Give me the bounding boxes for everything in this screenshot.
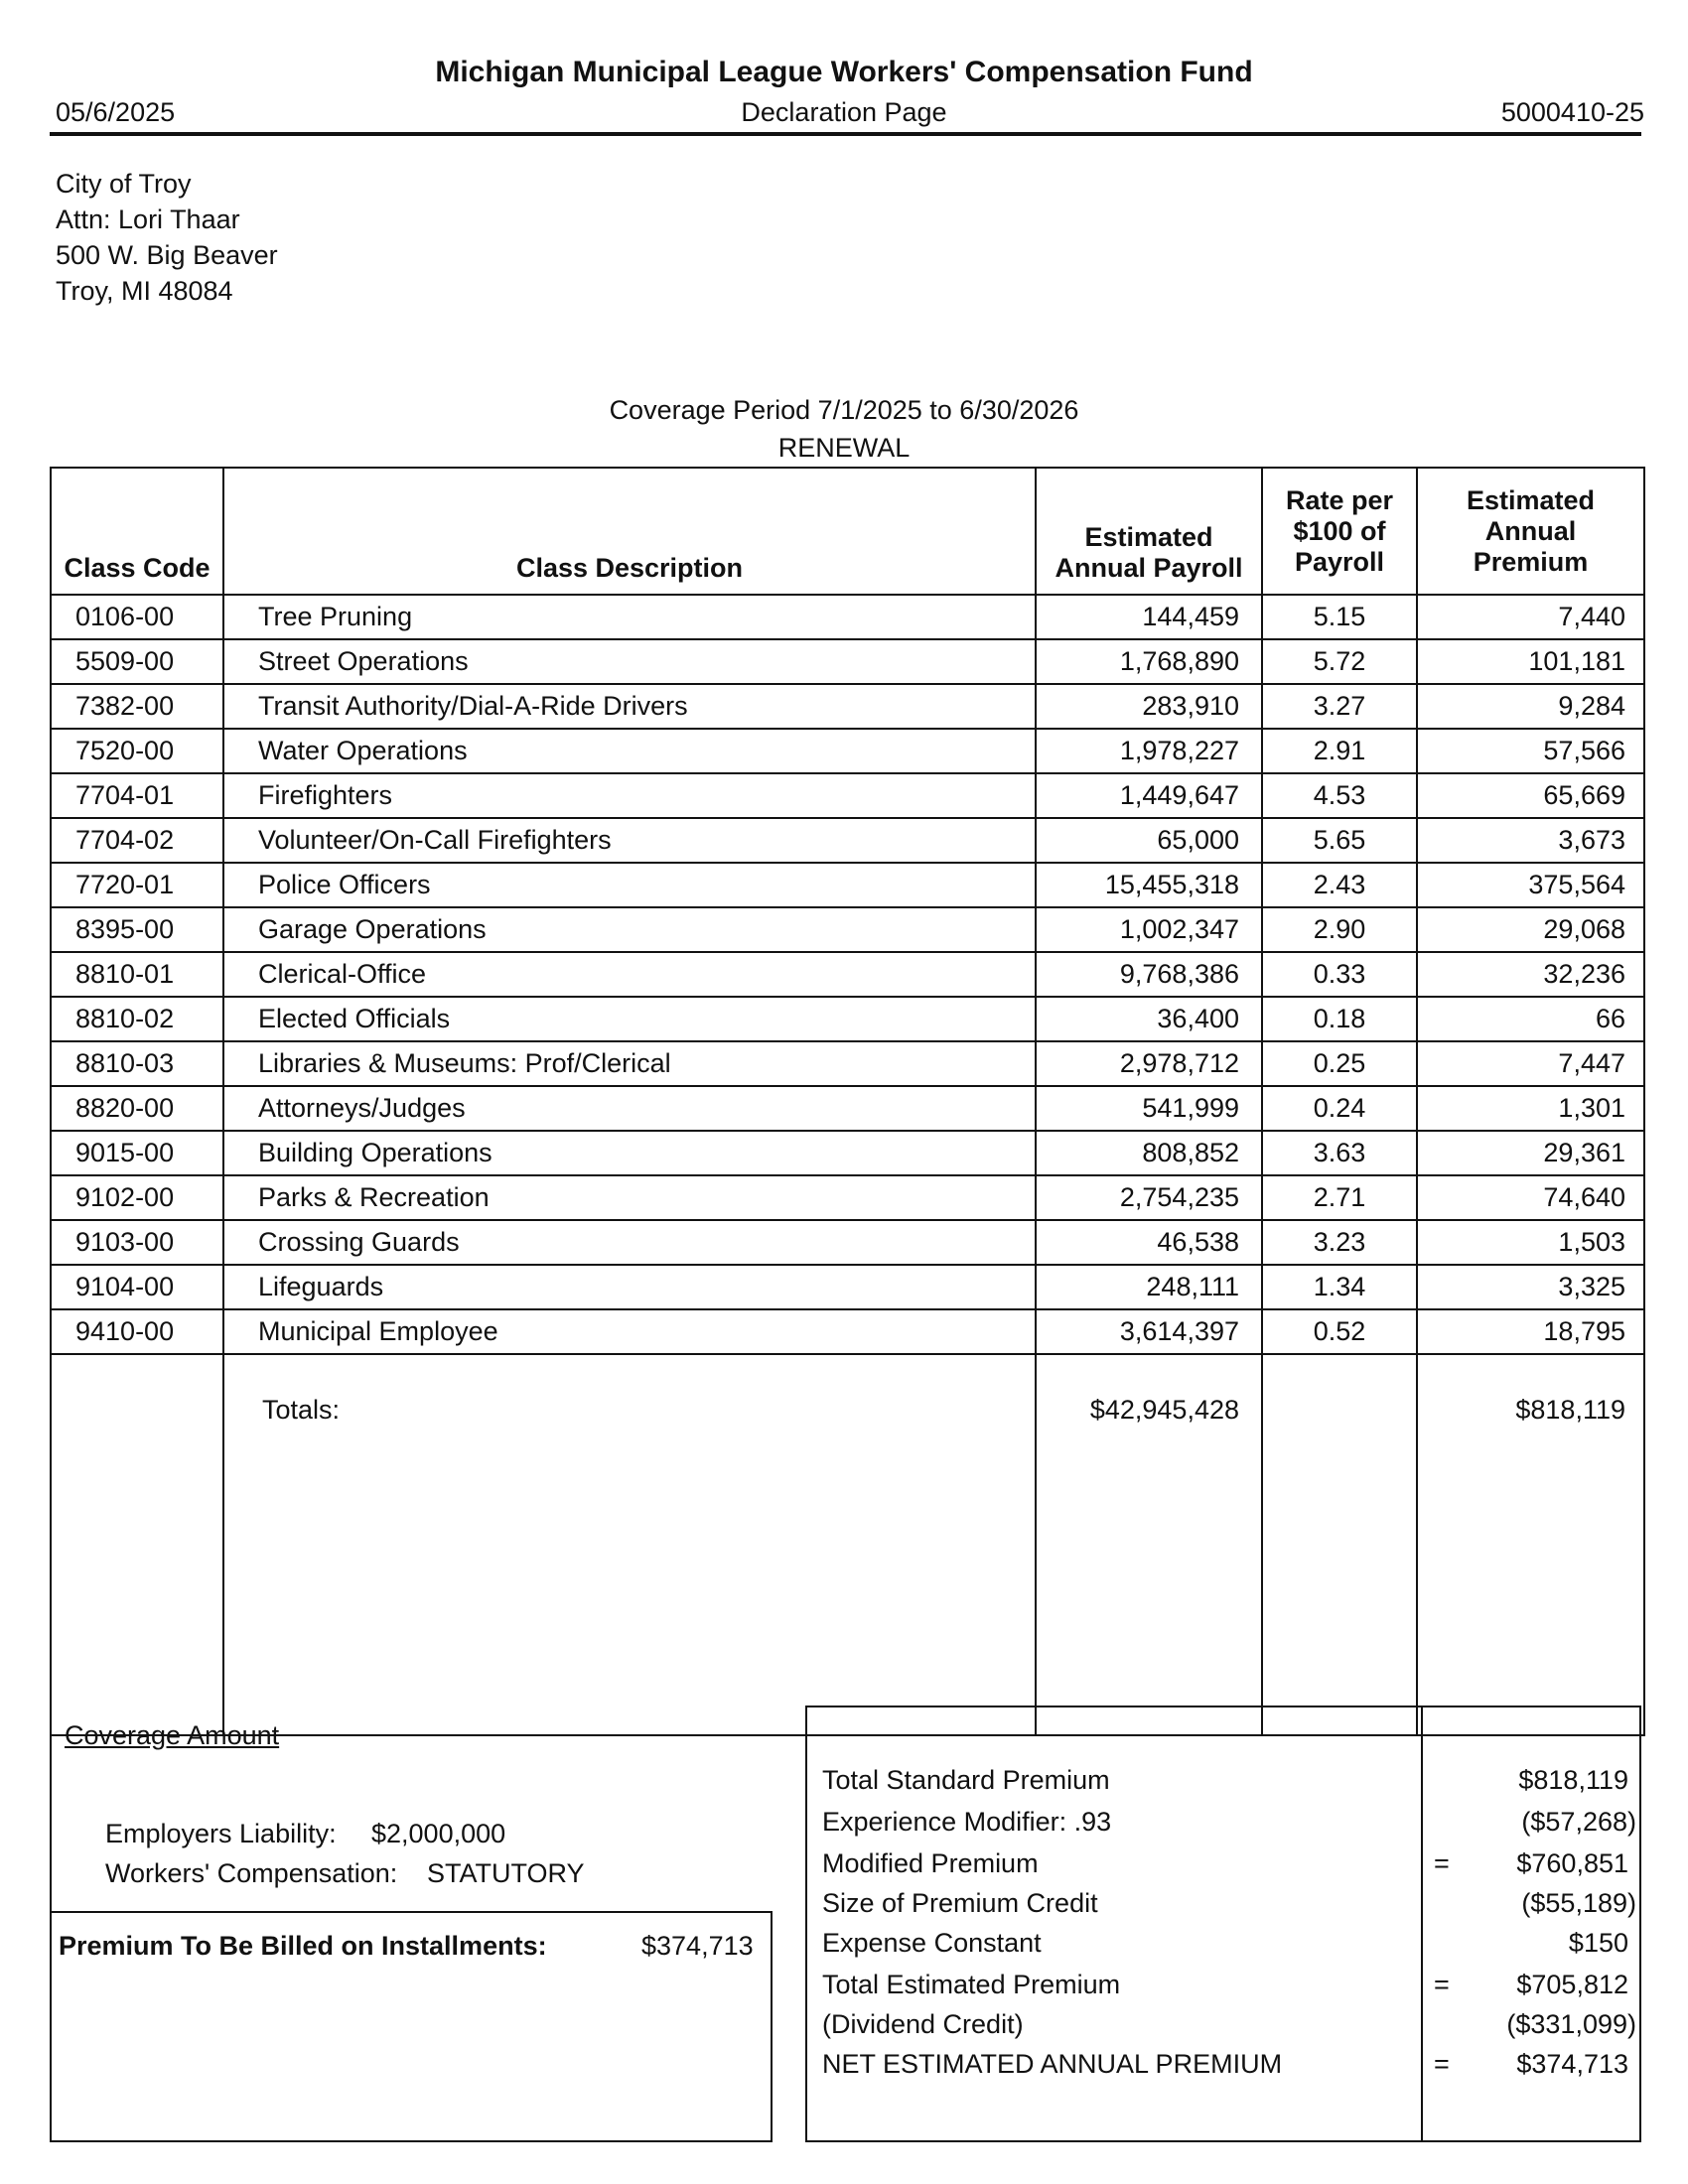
premium-line-label: (Dividend Credit) [822, 2009, 1024, 2039]
rate-per-100-cell: 5.72 [1262, 639, 1417, 684]
class-description-cell: Police Officers [223, 863, 1036, 907]
annual-premium-cell: 29,068 [1417, 907, 1644, 952]
premium-line-equals: = [1434, 1848, 1450, 1878]
class-description-cell: Tree Pruning [223, 595, 1036, 639]
rate-per-100-cell: 0.52 [1262, 1309, 1417, 1354]
annual-premium-cell: 9,284 [1417, 684, 1644, 729]
annual-payroll-cell: 46,538 [1036, 1220, 1262, 1265]
premium-line-value: $818,119 [1518, 1765, 1628, 1795]
premium-line-equals: = [1434, 1970, 1450, 1999]
table-row [51, 773, 1644, 818]
class-description-cell: Street Operations [223, 639, 1036, 684]
annual-premium-cell: 7,447 [1417, 1041, 1644, 1086]
annual-payroll-cell: 3,614,397 [1036, 1309, 1262, 1354]
class-code-cell: 8810-03 [51, 1041, 223, 1086]
header-rate: Rate per $100 of Payroll [1262, 468, 1417, 595]
premium-line-value: $705,812 [1516, 1970, 1628, 1999]
rate-per-100-cell: 1.34 [1262, 1265, 1417, 1309]
class-code-cell: 8810-01 [51, 952, 223, 997]
totals-row [51, 1354, 1644, 1735]
annual-premium-cell: 18,795 [1417, 1309, 1644, 1354]
rate-per-100-cell: 0.25 [1262, 1041, 1417, 1086]
class-code-cell: 9410-00 [51, 1309, 223, 1354]
annual-premium-cell: 3,325 [1417, 1265, 1644, 1309]
rate-per-100-cell: 2.90 [1262, 907, 1417, 952]
class-description-cell: Crossing Guards [223, 1220, 1036, 1265]
address-line-3: 500 W. Big Beaver [56, 240, 278, 270]
premium-line-value: $760,851 [1516, 1848, 1628, 1878]
class-description-cell: Municipal Employee [223, 1309, 1036, 1354]
annual-payroll-cell: 15,455,318 [1036, 863, 1262, 907]
annual-payroll-cell: 36,400 [1036, 997, 1262, 1041]
class-description-cell: Volunteer/On-Call Firefighters [223, 818, 1036, 863]
rate-per-100-cell: 5.15 [1262, 595, 1417, 639]
class-code-cell: 9103-00 [51, 1220, 223, 1265]
class-code-cell: 9104-00 [51, 1265, 223, 1309]
header-divider [50, 132, 1641, 136]
annual-payroll-cell: 283,910 [1036, 684, 1262, 729]
table-row [51, 1309, 1644, 1354]
premium-line-label: Total Standard Premium [822, 1765, 1110, 1795]
annual-payroll-cell: 9,768,386 [1036, 952, 1262, 997]
table-row [51, 907, 1644, 952]
totals-code-cell [51, 1354, 223, 1735]
totals-label: Totals: [223, 1354, 1036, 1735]
annual-premium-cell: 1,301 [1417, 1086, 1644, 1131]
header-class-code: Class Code [51, 468, 223, 595]
coverage-amount-heading: Coverage Amount [65, 1720, 280, 1750]
table-row [51, 1086, 1644, 1131]
class-code-cell: 7720-01 [51, 863, 223, 907]
class-description-cell: Parks & Recreation [223, 1175, 1036, 1220]
billing-value: $374,713 [641, 1931, 754, 1961]
table-row [51, 863, 1644, 907]
header-payroll: Estimated Annual Payroll [1036, 468, 1262, 595]
annual-premium-cell: 74,640 [1417, 1175, 1644, 1220]
annual-payroll-cell: 65,000 [1036, 818, 1262, 863]
class-code-cell: 9102-00 [51, 1175, 223, 1220]
premium-line-label: NET ESTIMATED ANNUAL PREMIUM [822, 2049, 1283, 2079]
premium-line-label: Expense Constant [822, 1928, 1042, 1958]
annual-premium-cell: 1,503 [1417, 1220, 1644, 1265]
rate-per-100-cell: 0.24 [1262, 1086, 1417, 1131]
premium-line-label: Modified Premium [822, 1848, 1039, 1878]
class-description-cell: Building Operations [223, 1131, 1036, 1175]
class-description-cell: Attorneys/Judges [223, 1086, 1036, 1131]
class-table [50, 467, 1645, 1736]
rate-per-100-cell: 0.18 [1262, 997, 1417, 1041]
class-code-cell: 8810-02 [51, 997, 223, 1041]
rate-per-100-cell: 2.71 [1262, 1175, 1417, 1220]
document-title: Michigan Municipal League Workers' Compensation Fund [435, 56, 1253, 88]
coverage-period: Coverage Period 7/1/2025 to 6/30/2026 [609, 395, 1079, 425]
class-description-cell: Water Operations [223, 729, 1036, 773]
class-code-cell: 7520-00 [51, 729, 223, 773]
annual-premium-cell: 375,564 [1417, 863, 1644, 907]
table-row [51, 1041, 1644, 1086]
class-description-cell: Garage Operations [223, 907, 1036, 952]
premium-line-label: Size of Premium Credit [822, 1888, 1098, 1918]
table-row [51, 997, 1644, 1041]
annual-payroll-cell: 1,768,890 [1036, 639, 1262, 684]
premium-line-value: $150 [1568, 1928, 1628, 1958]
class-code-cell: 7704-01 [51, 773, 223, 818]
annual-payroll-cell: 144,459 [1036, 595, 1262, 639]
premium-line-equals: = [1434, 2049, 1450, 2079]
annual-premium-cell: 3,673 [1417, 818, 1644, 863]
annual-premium-cell: 7,440 [1417, 595, 1644, 639]
rate-per-100-cell: 4.53 [1262, 773, 1417, 818]
rate-per-100-cell: 5.65 [1262, 818, 1417, 863]
class-description-cell: Elected Officials [223, 997, 1036, 1041]
billing-label: Premium To Be Billed on Installments: [59, 1931, 547, 1961]
annual-premium-cell: 57,566 [1417, 729, 1644, 773]
premium-line-value: ($57,268) [1521, 1807, 1636, 1837]
table-row [51, 729, 1644, 773]
employers-liability-label: Employers Liability: [105, 1819, 337, 1848]
annual-payroll-cell: 1,978,227 [1036, 729, 1262, 773]
employers-liability-value: $2,000,000 [371, 1819, 506, 1848]
document-subtitle: Declaration Page [741, 97, 947, 127]
table-row [51, 1175, 1644, 1220]
totals-payroll: $42,945,428 [1036, 1354, 1262, 1735]
table-row [51, 684, 1644, 729]
policy-type: RENEWAL [777, 433, 911, 463]
table-row [51, 1220, 1644, 1265]
class-code-cell: 7704-02 [51, 818, 223, 863]
table-row [51, 1131, 1644, 1175]
address-line-2: Attn: Lori Thaar [56, 205, 240, 234]
annual-payroll-cell: 1,449,647 [1036, 773, 1262, 818]
premium-line-label: Total Estimated Premium [822, 1970, 1121, 1999]
annual-premium-cell: 65,669 [1417, 773, 1644, 818]
workers-comp-label: Workers' Compensation: [105, 1858, 398, 1888]
table-row [51, 595, 1644, 639]
annual-payroll-cell: 2,754,235 [1036, 1175, 1262, 1220]
annual-payroll-cell: 1,002,347 [1036, 907, 1262, 952]
annual-payroll-cell: 541,999 [1036, 1086, 1262, 1131]
class-description-cell: Firefighters [223, 773, 1036, 818]
address-line-1: City of Troy [56, 169, 192, 199]
rate-per-100-cell: 3.27 [1262, 684, 1417, 729]
table-row [51, 952, 1644, 997]
rate-per-100-cell: 3.23 [1262, 1220, 1417, 1265]
premium-line-value: ($55,189) [1521, 1888, 1636, 1918]
insured-address [56, 166, 278, 309]
premium-line-value: ($331,099) [1506, 2009, 1636, 2039]
policy-number: 5000410-25 [1500, 97, 1644, 127]
annual-premium-cell: 32,236 [1417, 952, 1644, 997]
class-code-cell: 9015-00 [51, 1131, 223, 1175]
totals-rate-cell [1262, 1354, 1417, 1735]
annual-payroll-cell: 2,978,712 [1036, 1041, 1262, 1086]
class-description-cell: Clerical-Office [223, 952, 1036, 997]
annual-premium-cell: 101,181 [1417, 639, 1644, 684]
header-premium: Estimated Annual Premium [1417, 468, 1644, 595]
rate-per-100-cell: 2.91 [1262, 729, 1417, 773]
table-row [51, 639, 1644, 684]
header-class-description: Class Description [223, 468, 1036, 595]
annual-payroll-cell: 808,852 [1036, 1131, 1262, 1175]
premium-line-label: Experience Modifier: .93 [822, 1807, 1112, 1837]
rate-per-100-cell: 3.63 [1262, 1131, 1417, 1175]
class-code-cell: 8820-00 [51, 1086, 223, 1131]
class-description-cell: Transit Authority/Dial-A-Ride Drivers [223, 684, 1036, 729]
class-code-cell: 7382-00 [51, 684, 223, 729]
address-line-4: Troy, MI 48084 [56, 276, 233, 306]
rate-per-100-cell: 0.33 [1262, 952, 1417, 997]
class-description-cell: Libraries & Museums: Prof/Clerical [223, 1041, 1036, 1086]
class-code-cell: 5509-00 [51, 639, 223, 684]
table-row [51, 1265, 1644, 1309]
class-description-cell: Lifeguards [223, 1265, 1036, 1309]
table-row [51, 818, 1644, 863]
annual-premium-cell: 66 [1417, 997, 1644, 1041]
table-header-row [51, 468, 1644, 595]
totals-premium: $818,119 [1417, 1354, 1644, 1735]
rate-per-100-cell: 2.43 [1262, 863, 1417, 907]
annual-premium-cell: 29,361 [1417, 1131, 1644, 1175]
workers-comp-value: STATUTORY [427, 1858, 585, 1888]
class-code-cell: 0106-00 [51, 595, 223, 639]
premium-line-value: $374,713 [1516, 2049, 1628, 2079]
class-code-cell: 8395-00 [51, 907, 223, 952]
document-date: 05/6/2025 [56, 97, 176, 127]
annual-payroll-cell: 248,111 [1036, 1265, 1262, 1309]
